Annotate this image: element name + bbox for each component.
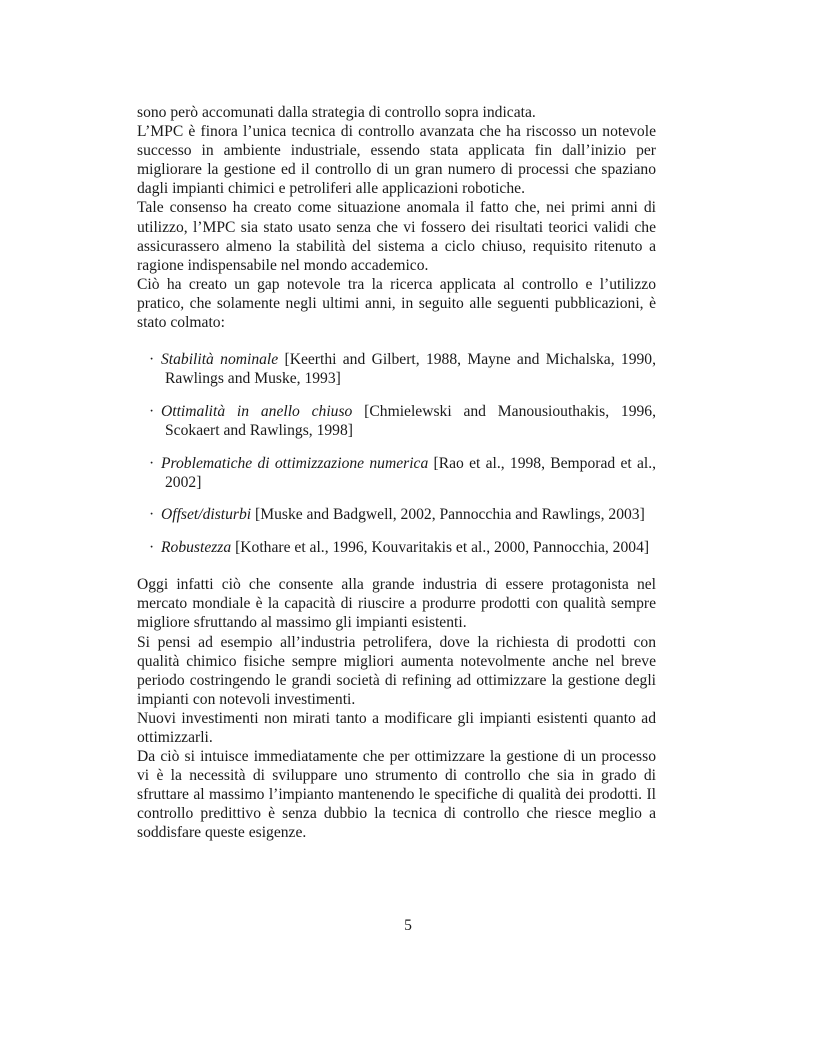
list-item-term: Ottimalità in anello chiuso bbox=[161, 402, 353, 420]
paragraph: Nuovi investimenti non mirati tanto a modificare gli impianti esistenti quanto ad ottimizzarli. bbox=[137, 709, 656, 746]
bullet-glyph: · bbox=[149, 539, 155, 557]
list-item-refs: [Kothare et al., 1996, Kouvaritakis et al., 2000, Pannocchia, 2004] bbox=[235, 539, 650, 557]
paragraph: Tale consenso ha creato come situazione anomala il fatto che, nei primi anni di utilizzo, l’MPC sia stato usato senza che vi fossero dei risultati teorici validi che assicurassero almeno la stabilità del sistema a ciclo chiuso, requisito ritenuto a ragione indispensabile nel mondo accademico. bbox=[137, 199, 656, 274]
list-item-term: Problematiche di ottimizzazione numerica bbox=[161, 454, 429, 472]
list-item-refs: [Rao et al., 1998, Bemporad et al., 2002] bbox=[165, 454, 656, 491]
bullet-glyph: · bbox=[149, 454, 155, 472]
bullet-glyph: · bbox=[149, 506, 155, 524]
list-item bbox=[137, 538, 656, 557]
paragraph: sono però accomunati dalla strategia di controllo sopra indicata. bbox=[137, 104, 536, 121]
paragraph: Da ciò si intuisce immediatamente che per ottimizzare la gestione di un processo vi è la necessità di sviluppare uno strumento di controllo che sia in grado di sfruttare al massimo l’impianto mantenendo le specifiche di qualità dei prodotti. Il controllo predittivo è senza dubbio la tecnica di controllo che riesce meglio a soddisfare queste esigenze. bbox=[137, 748, 656, 842]
list-item-term: Stabilità nominale bbox=[161, 351, 279, 369]
list-item-refs: [Keerthi and Gilbert, 1988, Mayne and Michalska, 1990, Rawlings and Muske, 1993] bbox=[165, 351, 656, 388]
publications-list bbox=[137, 350, 656, 557]
paragraph: Ciò ha creato un gap notevole tra la ricerca applicata al controllo e l’utilizzo pratico, che solamente negli ultimi anni, in seguito alle seguenti pubblicazioni, è stato colmato: bbox=[137, 275, 656, 332]
bullet-glyph: · bbox=[149, 351, 155, 369]
list-item bbox=[137, 454, 656, 492]
paragraph: L’MPC è finora l’unica tecnica di controllo avanzata che ha riscosso un notevole successo in ambiente industriale, essendo stata applicata fin dall’inizio per migliorare la gestione ed il controllo di un gran numero di processi che spaziano dagli impianti chimici e petroliferi alle applicazioni robotiche. bbox=[137, 123, 656, 198]
list-item-term: Offset/disturbi bbox=[161, 506, 252, 524]
list-item bbox=[137, 505, 656, 524]
page-body bbox=[137, 103, 656, 843]
list-item bbox=[137, 402, 656, 440]
list-item-refs: [Muske and Badgwell, 2002, Pannocchia and Rawlings, 2003] bbox=[255, 506, 645, 524]
paragraph: Oggi infatti ciò che consente alla grande industria di essere protagonista nel mercato mondiale è la capacità di riuscire a produrre prodotti con qualità sempre migliore sfruttando al massimo gli impianti esistenti. bbox=[137, 576, 656, 632]
list-item bbox=[137, 350, 656, 388]
bullet-glyph: · bbox=[149, 402, 155, 420]
paragraph: Si pensi ad esempio all’industria petrolifera, dove la richiesta di prodotti con qualità chimico fisiche sempre migliori aumenta notevolmente anche nel breve periodo costringendo le grandi società di refining ad ottimizzare la gestione degli impianti con notevoli investimenti. bbox=[137, 633, 656, 708]
page-number: 5 bbox=[404, 917, 412, 934]
list-item-term: Robustezza bbox=[161, 539, 232, 557]
list-item-refs: [Chmielewski and Manousiouthakis, 1996, Scokaert and Rawlings, 1998] bbox=[165, 402, 656, 439]
